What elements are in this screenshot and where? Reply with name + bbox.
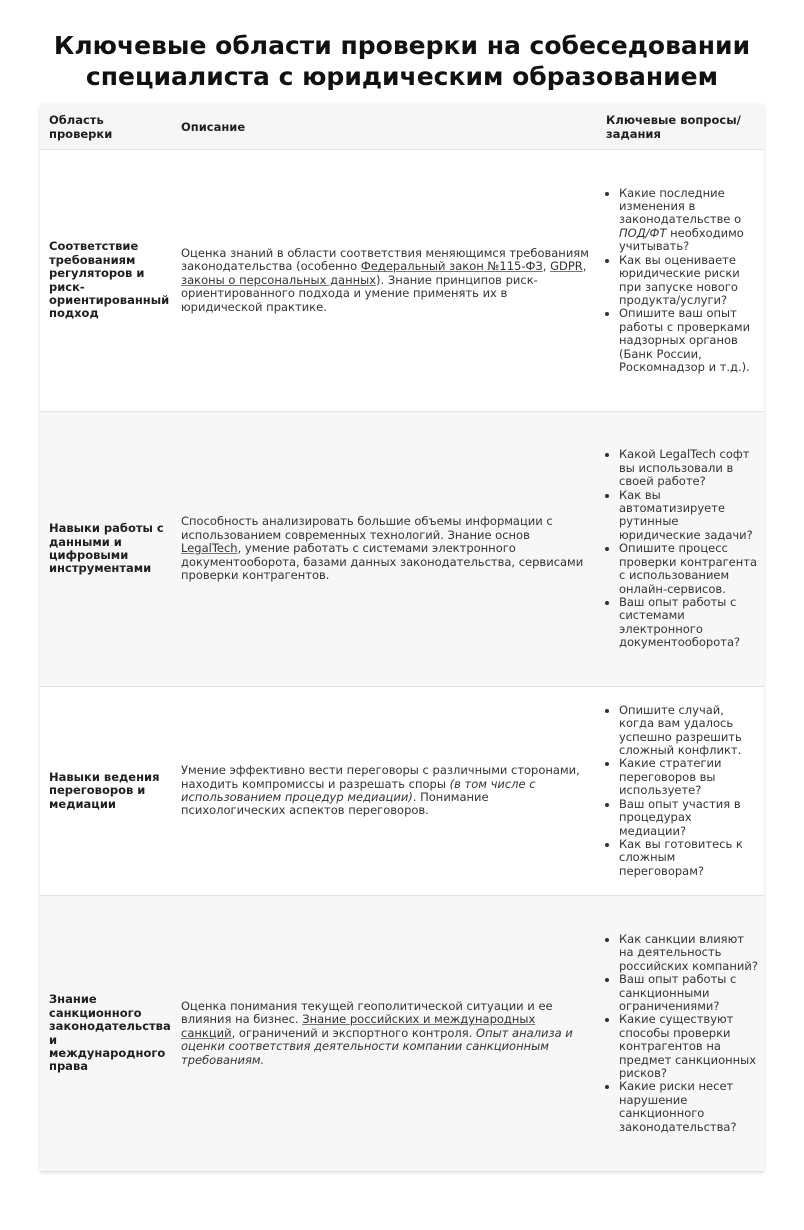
list-item: • Ваш опыт работы с санкционными ограничениями? <box>619 973 760 1013</box>
table-row <box>40 896 764 1172</box>
page-title: Ключевые области проверки на собеседовании специалиста с юридическим образованием <box>53 31 751 91</box>
row-area: Навыки работы с данными и цифровыми инструментами <box>40 412 172 687</box>
row-questions <box>597 687 764 896</box>
row-area: Соответствие требованиям регуляторов и риск-ориентированный подход <box>40 150 172 412</box>
list-item: • Какие последние изменения в законодательстве о ПОД/ФТ необходимо учитывать? <box>619 187 760 254</box>
row-description: Оценка понимания текущей геополитической ситуации и ее влияния на бизнес. Знание российских и международных санкций, ограничений и экспортного контроля. Опыт анализа и оценки соответствия деятельности компании санкционным требованиям. <box>172 896 597 1172</box>
interview-areas-table <box>40 104 764 1172</box>
list-item: • Как санкции влияют на деятельность российских компаний? <box>619 933 760 973</box>
row-description: Способность анализировать большие объемы информации с использованием современных технологий. Знание основ LegalTech, умение работать с системами электронного документооборота, базами данных законодательства, сервисами проверки контрагентов. <box>172 412 597 687</box>
questions-list <box>597 704 760 878</box>
list-item: • Какие стратегии переговоров вы используете? <box>619 757 760 797</box>
list-item: • Какие риски несет нарушение санкционного законодательства? <box>619 1080 760 1134</box>
link-sanctions[interactable]: Знание российских и международных санкций <box>181 1012 536 1040</box>
table-header-row <box>40 104 764 150</box>
list-item: • Опишите случай, когда вам удалось успешно разрешить сложный конфликт. <box>619 704 760 758</box>
row-description: Оценка знаний в области соответствия меняющимся требованиям законодательства (особенно Федеральный закон №115-ФЗ, GDPR, законы о персональных данных). Знание принципов риск-ориентированного подхода и умение применять их в юридической практике. <box>172 150 597 412</box>
list-item: • Какой LegalTech софт вы использовали в своей работе? <box>619 448 760 488</box>
list-item: • Ваш опыт участия в процедурах медиации? <box>619 798 760 838</box>
header-questions: Ключевые вопросы/ задания <box>597 104 764 150</box>
questions-list <box>597 187 760 375</box>
interview-areas-table-wrapper <box>40 104 764 1172</box>
questions-list <box>597 448 760 649</box>
row-questions <box>597 412 764 687</box>
list-item: • Ваш опыт работы с системами электронного документооборота? <box>619 596 760 650</box>
list-item: • Как вы автоматизируете рутинные юридические задачи? <box>619 489 760 543</box>
questions-list <box>597 933 760 1134</box>
row-area: Навыки ведения переговоров и медиации <box>40 687 172 896</box>
link-gdpr[interactable]: GDPR <box>550 259 583 274</box>
list-item: • Как вы готовитесь к сложным переговорам? <box>619 838 760 878</box>
link-personal-data-laws[interactable]: законы о персональных данных <box>181 272 377 287</box>
row-description: Умение эффективно вести переговоры с различными сторонами, находить компромиссы и разрешать споры (в том числе с использованием процедур медиации). Понимание психологических аспектов переговоров. <box>172 687 597 896</box>
header-area: Область проверки <box>40 104 172 150</box>
list-item: • Какие существуют способы проверки контрагентов на предмет санкционных рисков? <box>619 1013 760 1080</box>
table-row <box>40 412 764 687</box>
list-item: • Опишите процесс проверки контрагента с использованием онлайн-сервисов. <box>619 542 760 596</box>
list-item: • Опишите ваш опыт работы с проверками надзорных органов (Банк России, Роскомнадзор и т.д.). <box>619 307 760 374</box>
header-description: Описание <box>172 104 597 150</box>
row-area: Знание санкционного законодательства и международного права <box>40 896 172 1172</box>
link-115-fz[interactable]: Федеральный закон №115-ФЗ <box>360 259 543 274</box>
table-row <box>40 687 764 896</box>
link-legaltech[interactable]: LegalTech <box>181 541 238 556</box>
list-item: • Как вы оцениваете юридические риски при запуске нового продукта/услуги? <box>619 254 760 308</box>
table-row <box>40 150 764 412</box>
row-questions <box>597 896 764 1172</box>
row-questions <box>597 150 764 412</box>
